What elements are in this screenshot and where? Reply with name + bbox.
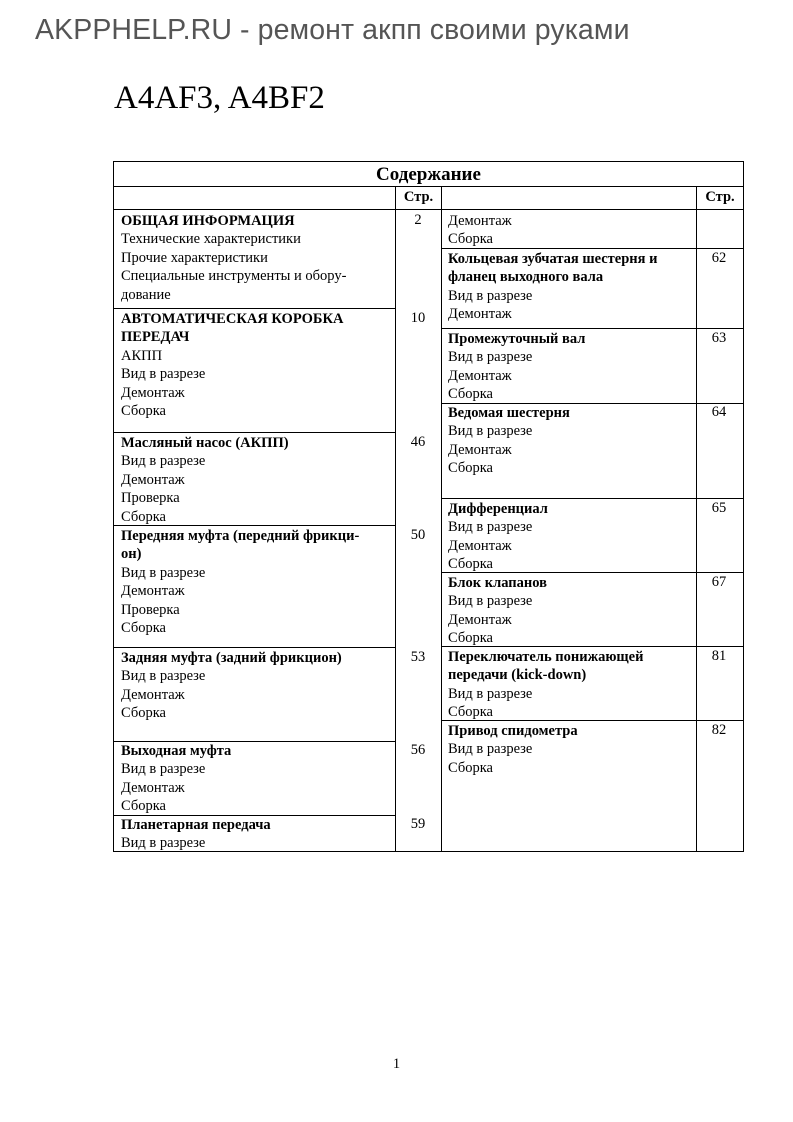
table-divider	[696, 186, 697, 851]
section-item: Сборка	[448, 556, 493, 573]
toc-section	[448, 212, 694, 249]
section-item: Сборка	[448, 386, 493, 403]
table-divider	[441, 498, 743, 499]
table-divider	[114, 308, 395, 309]
toc-section	[448, 722, 694, 777]
section-title: Ведомая шестерня	[448, 405, 570, 421]
document-title: A4AF3, A4BF2	[114, 80, 325, 116]
table-divider	[441, 186, 442, 851]
section-item: Вид в разрезе	[121, 453, 206, 470]
table-divider	[441, 646, 743, 647]
section-title: Выходная муфта	[121, 743, 232, 759]
section-title: Задняя муфта (задний фрикцион)	[121, 650, 342, 666]
toc-section	[121, 434, 393, 526]
section-item: Специальные инструменты и обору-	[121, 268, 347, 285]
section-item: Сборка	[121, 508, 166, 525]
section-item: Демонтаж	[448, 611, 512, 628]
section-title: передачи (kick-down)	[448, 667, 587, 684]
section-item: Вид в разрезе	[448, 519, 533, 536]
section-item: Демонтаж	[121, 384, 185, 401]
toc-section	[121, 527, 393, 637]
section-item: Прочие характеристики	[121, 249, 268, 266]
toc-section	[448, 574, 694, 648]
toc-section	[121, 310, 393, 420]
toc-section	[448, 330, 694, 404]
section-item: дование	[121, 286, 171, 303]
section-page: 59	[410, 816, 426, 832]
section-title: фланец выходного вала	[448, 269, 604, 286]
section-page: 56	[410, 742, 426, 758]
table-divider	[114, 432, 395, 433]
section-item: Демонтаж	[448, 537, 512, 554]
section-item: Демонтаж	[448, 306, 512, 323]
section-title: он)	[121, 546, 142, 563]
section-item: АКПП	[121, 347, 163, 364]
section-item: Проверка	[121, 490, 180, 507]
section-item: Сборка	[448, 704, 493, 721]
toc-section	[448, 404, 694, 478]
section-item: Сборка	[121, 705, 166, 722]
page-number: 1	[392, 1056, 401, 1072]
section-title: ПЕРЕДАЧ	[121, 329, 190, 346]
section-item: Сборка	[121, 798, 166, 815]
section-item: Вид в разрезе	[448, 685, 533, 702]
section-item: Демонтаж	[448, 367, 512, 384]
toc-table	[113, 161, 744, 852]
section-page: 64	[711, 404, 727, 420]
section-item: Вид в разрезе	[448, 593, 533, 610]
section-page: 63	[711, 330, 727, 346]
section-item: Демонтаж	[121, 471, 185, 488]
section-item: Демонтаж	[448, 441, 512, 458]
section-item: Вид в разрезе	[448, 287, 533, 304]
table-divider	[441, 328, 743, 329]
section-item: Вид в разрезе	[448, 423, 533, 440]
right-page-col-header: Стр.	[705, 189, 735, 205]
section-item: Сборка	[448, 460, 493, 477]
section-title: Планетарная передача	[121, 817, 271, 833]
section-page: 82	[711, 722, 727, 738]
table-divider	[114, 525, 395, 526]
toc-section	[448, 250, 694, 324]
table-divider	[441, 248, 743, 249]
left-page-col-header: Стр.	[403, 189, 434, 205]
section-page: 53	[410, 649, 426, 665]
toc-section	[448, 500, 694, 574]
section-title: Привод спидометра	[448, 723, 578, 739]
section-page: 2	[414, 212, 422, 228]
section-item: Демонтаж	[121, 779, 185, 796]
toc-section	[448, 648, 694, 722]
site-header: AKPPHELP.RU - ремонт акпп своими руками	[35, 14, 630, 46]
section-title: Дифференциал	[448, 501, 548, 517]
section-item: Вид в разрезе	[121, 835, 206, 852]
section-title: Блок клапанов	[448, 575, 547, 591]
section-title: Масляный насос (АКПП)	[121, 435, 289, 451]
section-item: Демонтаж	[121, 686, 185, 703]
section-page: 67	[711, 574, 727, 590]
table-divider	[114, 647, 395, 648]
section-title: АВТОМАТИЧЕСКАЯ КОРОБКА	[121, 311, 344, 327]
section-title: Промежуточный вал	[448, 331, 586, 347]
section-item: Вид в разрезе	[121, 366, 206, 383]
toc-section	[121, 649, 393, 723]
section-page: 50	[410, 527, 426, 543]
table-divider	[114, 209, 743, 210]
section-page: 65	[711, 500, 727, 516]
toc-section	[121, 212, 393, 304]
section-item: Сборка	[121, 620, 166, 637]
table-divider	[441, 720, 743, 721]
section-page: 62	[711, 250, 727, 266]
table-divider	[441, 572, 743, 573]
section-item: Сборка	[448, 759, 493, 776]
table-divider	[114, 186, 743, 187]
section-item: Вид в разрезе	[121, 761, 206, 778]
toc-section	[121, 816, 393, 853]
section-title: Переключатель понижающей	[448, 649, 644, 665]
section-item: Проверка	[121, 601, 180, 618]
section-title: Передняя муфта (передний фрикци-	[121, 528, 360, 544]
section-page: 46	[410, 434, 426, 450]
section-item: Сборка	[448, 231, 493, 248]
section-item: Вид в разрезе	[121, 668, 206, 685]
section-item: Демонтаж	[121, 583, 185, 600]
section-item: Вид в разрезе	[448, 349, 533, 366]
section-page: 81	[711, 648, 727, 664]
section-item: Вид в разрезе	[448, 741, 533, 758]
section-title: Кольцевая зубчатая шестерня и	[448, 251, 658, 267]
section-item: Вид в разрезе	[121, 564, 206, 581]
section-item: Сборка	[121, 403, 166, 420]
section-item: Демонтаж	[448, 213, 512, 229]
toc-heading: Содержание	[376, 164, 481, 185]
section-title: ОБЩАЯ ИНФОРМАЦИЯ	[121, 213, 295, 229]
toc-section	[121, 742, 393, 816]
section-item: Сборка	[448, 630, 493, 647]
section-item: Технические характеристики	[121, 231, 301, 248]
section-page: 10	[410, 310, 426, 326]
